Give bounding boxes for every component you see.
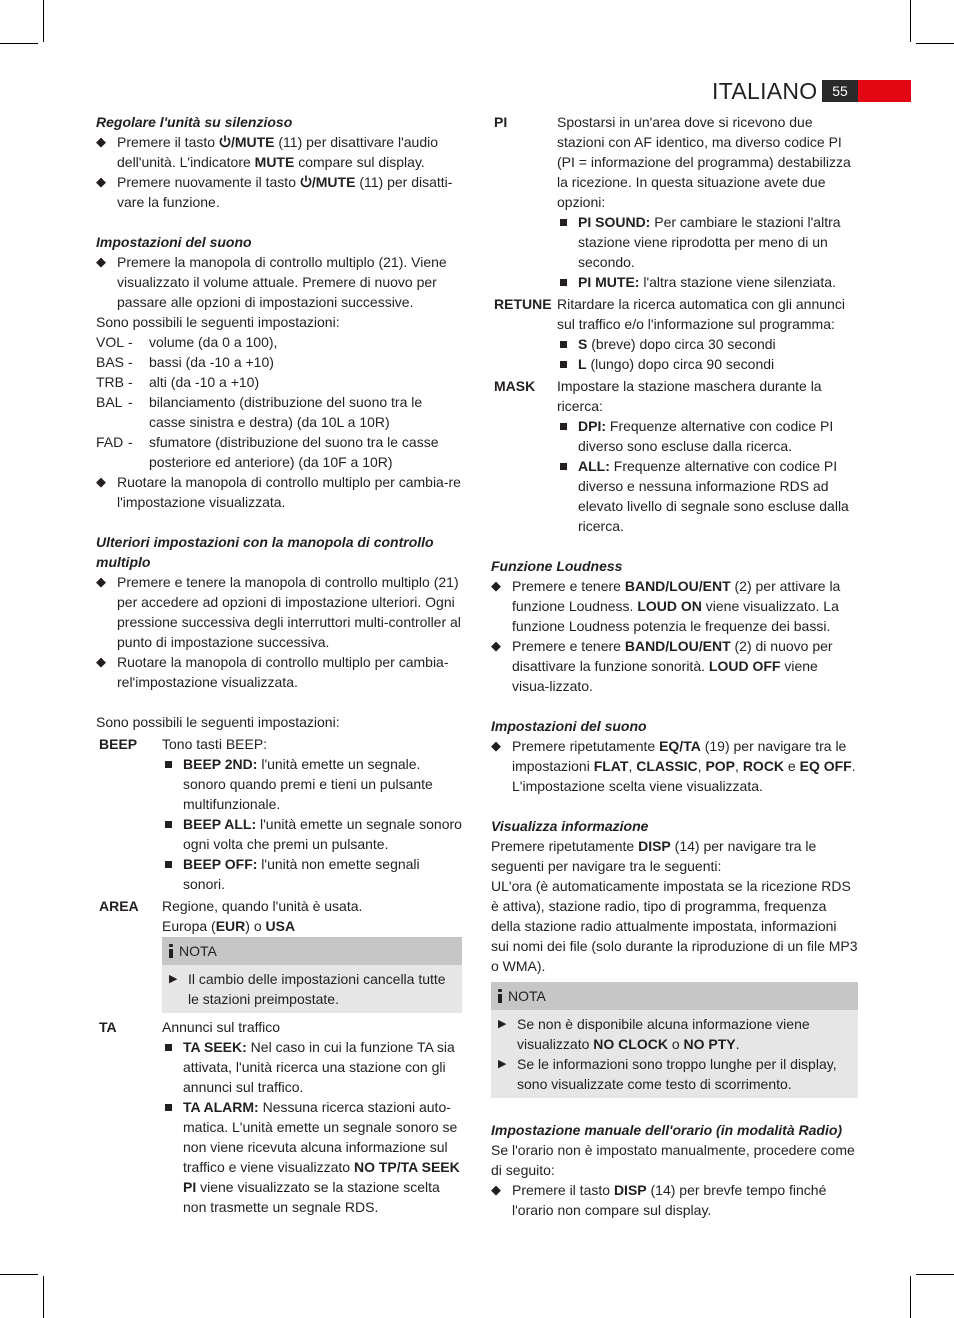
setting-entry-area: AREA Regione, quando l'unità è usata. Europa (EUR) o USA NOTA ▶ Il cambio delle impostazioni cancella tutte le stazioni preimpostate. bbox=[96, 896, 462, 1015]
option-item: BEEP ALL: l'unità emette un segnale sonoro ogni volta che premi un pulsante. bbox=[162, 814, 462, 854]
section-title: Funzione Loudness bbox=[491, 558, 623, 574]
intro-text: Sono possibili le seguenti impostazioni: bbox=[96, 714, 340, 730]
setting-row: BAL - bilanciamento (distribuzione del suono tra le casse sinistra e destra) (da 10L a 10R) bbox=[96, 394, 423, 430]
language-title: ITALIANO bbox=[712, 78, 818, 104]
note-title: NOTA bbox=[508, 988, 546, 1004]
option-item: S (breve) dopo circa 30 secondi bbox=[557, 334, 858, 354]
power-icon bbox=[300, 175, 312, 188]
setting-row: BAS - bassi (da -10 a +10) bbox=[96, 354, 274, 370]
setting-entry-ta: TA Annunci sul traffico TA SEEK: Nel caso in cui la funzione TA sia attivata, l'unità ricerca una stazione con gli annunci sul traffico. TA ALARM: Nessuna ricerca stazioni auto-matica. L'unità emette un segnale sonoro se non viene ricevuta alcuna informazione sul traffico e viene visualizzato NO TP/TA SEEK PI viene visualizzato se la stazione scelta non trasmette un segnale RDS. bbox=[96, 1017, 462, 1217]
section-title: Impostazione manuale dell'orario (in modalità Radio) bbox=[491, 1122, 843, 1138]
crop-mark bbox=[916, 1274, 954, 1275]
note-box bbox=[491, 982, 858, 1098]
setting-entry-pi: PI Spostarsi in un'area dove si ricevono due stazioni con AF identico, ma diverso codice PI (PI = informazione del programma) destabilizza la ricezione. In questa situazione avete due opzioni: PI SOUND: Per cambiare le stazioni l'altra stazione viene riprodotta per meno di un secondo. PI MUTE: l'altra stazione viene silenziata. bbox=[491, 112, 858, 292]
crop-mark bbox=[43, 1276, 44, 1318]
body-text: Premere ripetutamente DISP (14) per navigare tra le seguenti per navigare tra le seguenti: bbox=[491, 838, 817, 874]
setting-row: FAD - sfumatore (distribuzione del suono tra le casse posteriore ed anteriore) (da 10F a 10R) bbox=[96, 434, 439, 470]
section-title: Impostazioni del suono bbox=[491, 718, 647, 734]
right-column bbox=[491, 112, 858, 1220]
intro-text: Sono possibili le seguenti impostazioni: bbox=[96, 314, 340, 330]
note-item: ▶ Se le informazioni sono troppo lunghe per il display, sono visualizzate come testo di scorrimento. bbox=[497, 1054, 852, 1094]
setting-entry-retune: RETUNE Ritardare la ricerca automatica con gli annunci sul traffico e/o l'informazione sul programma: S (breve) dopo circa 30 secondi L (lungo) dopo circa 90 secondi bbox=[491, 294, 858, 374]
crop-mark bbox=[43, 0, 44, 42]
bullet-item: ◆ Premere e tenere BAND/LOU/ENT (2) per attivare la funzione Loudness. LOUD ON viene visualizzato. La funzione Loudness potenzia le frequenze dei bassi. bbox=[491, 576, 858, 636]
setting-entry-mask: MASK Impostare la stazione maschera durante la ricerca: DPI: Frequenze alternative con codice PI diverso sono escluse dalla ricerca. ALL: Frequenze alternative con codice PI diverso e nessuna informazione RDS ad elevato livello di segnale sono escluse dalla ricerca. bbox=[491, 376, 858, 536]
crop-mark bbox=[916, 43, 954, 44]
option-item: TA SEEK: Nel caso in cui la funzione TA sia attivata, l'unità ricerca una stazione con gli annunci sul traffico. bbox=[162, 1037, 462, 1097]
bullet-item: ◆ Premere il tasto DISP (14) per brevfe tempo finché l'orario non compare sul display. bbox=[491, 1180, 858, 1220]
body-text: UL'ora (è automaticamente impostata se la ricezione RDS è attiva), stazione radio, tipo di programma, frequenza della stazione radio attualmente impostata, informazioni sui nomi dei file (solo durante la riproduzione di un file MP3 o WMA). bbox=[491, 878, 858, 974]
power-icon bbox=[219, 135, 231, 148]
option-item: BEEP 2ND: l'unità emette un segnale. sonoro quando premi e tieni un pulsante multifunzionale. bbox=[162, 754, 462, 814]
body-text: Se l'orario non è impostato manualmente, procedere come di seguito: bbox=[491, 1142, 855, 1178]
option-item: L (lungo) dopo circa 90 secondi bbox=[557, 354, 858, 374]
crop-mark bbox=[910, 0, 911, 42]
option-item: PI MUTE: l'altra stazione viene silenziata. bbox=[557, 272, 858, 292]
option-item: PI SOUND: Per cambiare le stazioni l'altra stazione viene riprodotta per meno di un secondo. bbox=[557, 212, 858, 272]
bullet-item: ◆ Premere ripetutamente EQ/TA (19) per navigare tra le impostazioni FLAT, CLASSIC, POP, ROCK e EQ OFF. L'impostazione scelta viene visualizzata. bbox=[491, 736, 858, 796]
left-column bbox=[96, 112, 462, 1217]
section-title: Visualizza informazione bbox=[491, 818, 649, 834]
section-title: Ulteriori impostazioni con la manopola di controllo multiplo bbox=[96, 534, 434, 570]
bullet-item: ◆ Premere e tenere BAND/LOU/ENT (2) di nuovo per disattivare la funzione sonorità. LOUD OFF viene visua-lizzato. bbox=[491, 636, 858, 696]
setting-entry-beep: BEEP Tono tasti BEEP: BEEP 2ND: l'unità emette un segnale. sonoro quando premi e tieni un pulsante multifunzionale. BEEP ALL: l'unità emette un segnale sonoro ogni volta che premi un pulsante. BEEP OFF: l'unità non emette segnali sonori. bbox=[99, 736, 462, 892]
section-title: Impostazioni del suono bbox=[96, 234, 252, 250]
bullet-item: ◆ Premere e tenere la manopola di controllo multiplo (21) per accedere ad opzioni di impostazione ulteriori. Ogni pressione successiva degli interruttori multi-controller al punto di impostazione successiva. bbox=[96, 572, 462, 652]
bullet-item: ◆ Premere il tasto /MUTE (11) per disattivare l'audio dell'unità. L'indicatore MUTE compare sul display. bbox=[96, 132, 462, 172]
info-icon bbox=[168, 944, 174, 957]
page-number: 55 bbox=[822, 80, 858, 102]
bullet-item: ◆ Premere la manopola di controllo multiplo (21). Viene visualizzato il volume attuale. Premere di nuovo per passare alle opzioni di impostazioni successive. bbox=[96, 252, 462, 312]
option-item: ALL: Frequenze alternative con codice PI diverso e nessuna informazione RDS ad elevato livello di segnale sono escluse dalla ricerca. bbox=[557, 456, 858, 536]
section-title: Regolare l'unità su silenzioso bbox=[96, 114, 293, 130]
option-item: TA ALARM: Nessuna ricerca stazioni auto-matica. L'unità emette un segnale sonoro se non viene ricevuta alcuna informazione sul traffico e viene visualizzato NO TP/TA SEEK PI viene visualizzato se la stazione scelta non trasmette un segnale RDS. bbox=[162, 1097, 462, 1217]
option-item: BEEP OFF: l'unità non emette segnali sonori. bbox=[162, 854, 462, 894]
setting-row: TRB - alti (da -10 a +10) bbox=[96, 374, 260, 390]
info-icon bbox=[497, 989, 503, 1002]
option-item: DPI: Frequenze alternative con codice PI diverso sono escluse dalla ricerca. bbox=[557, 416, 858, 456]
note-title: NOTA bbox=[179, 943, 217, 959]
crop-mark bbox=[910, 1276, 911, 1318]
crop-mark bbox=[0, 1274, 38, 1275]
header-accent-bar bbox=[858, 80, 911, 102]
bullet-item: ◆ Ruotare la manopola di controllo multiplo per cambia-rel'impostazione visualizzata. bbox=[96, 652, 462, 692]
setting-row: VOL - volume (da 0 a 100), bbox=[96, 334, 278, 350]
note-box bbox=[162, 937, 462, 1013]
note-item: ▶ Il cambio delle impostazioni cancella tutte le stazioni preimpostate. bbox=[168, 969, 456, 1009]
bullet-item: ◆ Ruotare la manopola di controllo multiplo per cambia-re l'impostazione visualizzata. bbox=[96, 472, 462, 512]
note-item: ▶ Se non è disponibile alcuna informazione viene visualizzato NO CLOCK o NO PTY. bbox=[497, 1014, 852, 1054]
crop-mark bbox=[0, 43, 38, 44]
bullet-item: ◆ Premere nuovamente il tasto /MUTE (11) per disatti-vare la funzione. bbox=[96, 172, 462, 212]
